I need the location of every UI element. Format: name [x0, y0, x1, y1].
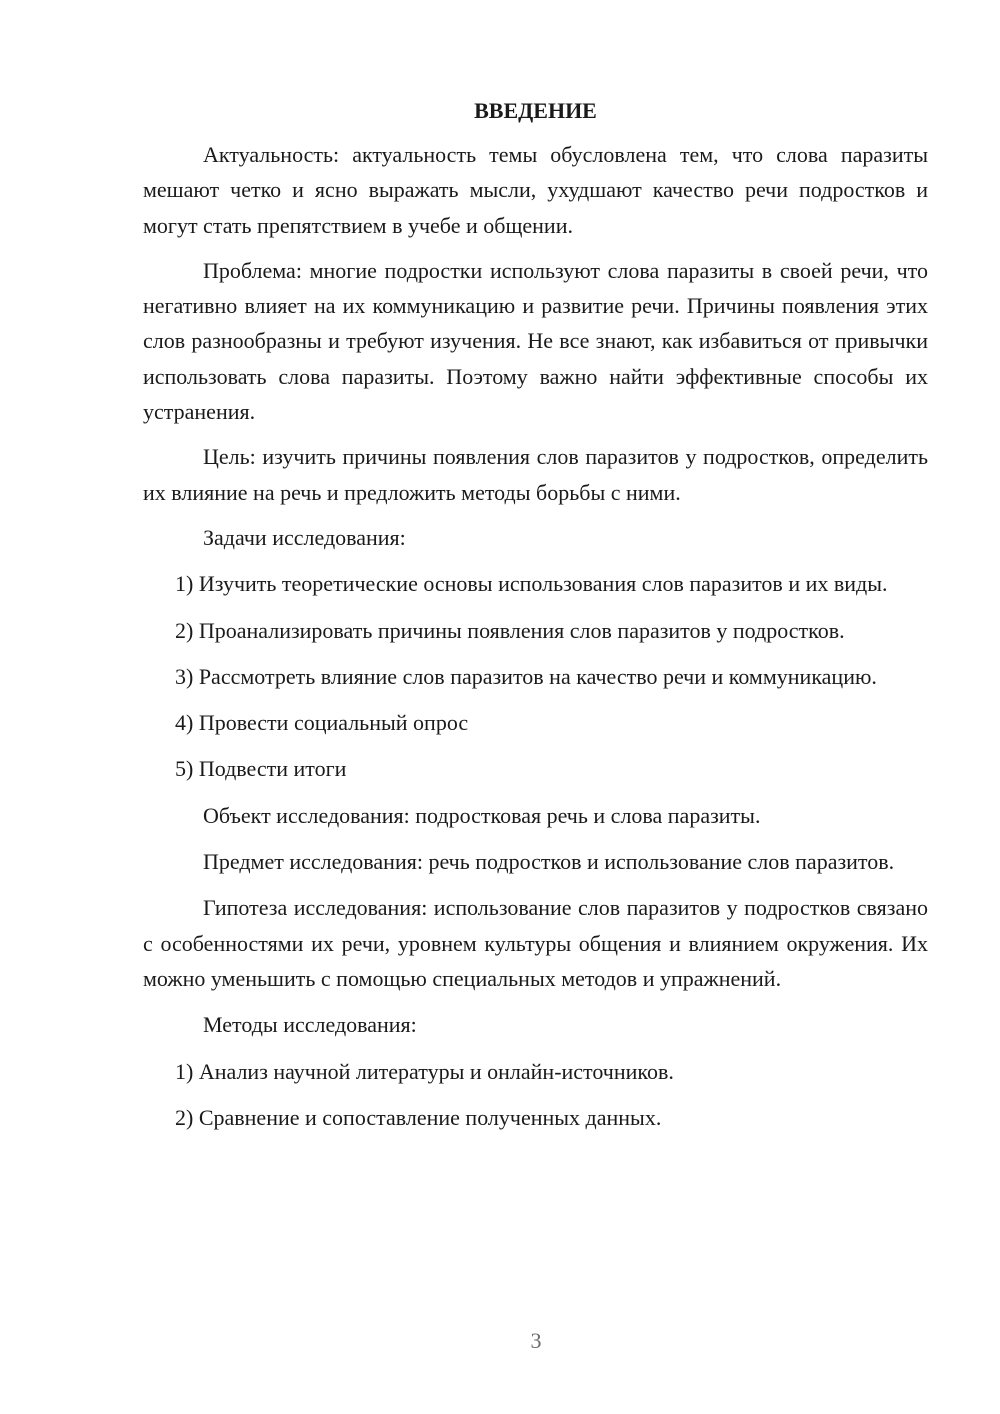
paragraph-hypothesis: Гипотеза исследования: использование слов паразитов у подростков связано с особенностями их речи, уровнем культуры общения и влиянием окружения. Их можно уменьшить с помощью специальных методов и упражнений. — [143, 895, 928, 991]
paragraph-object: Объект исследования: подростковая речь и слова паразиты. — [203, 802, 761, 828]
paragraph-methods-heading: Методы исследования: — [203, 1012, 417, 1038]
section-title: ВВЕДЕНИЕ — [474, 98, 597, 123]
list-item: 5) Подвести итоги — [175, 756, 347, 782]
list-item: 4) Провести социальный опрос — [175, 710, 469, 736]
list-item: 2) Проанализировать причины появления слов паразитов у подростков. — [175, 617, 845, 643]
list-item: 1) Изучить теоретические основы использования слов паразитов и их виды. — [175, 571, 888, 597]
page-number: 3 — [530, 1328, 542, 1353]
paragraph-goal: Цель: изучить причины появления слов паразитов у подростков, определить их влияние на речь и предложить методы борьбы с ними. — [143, 444, 928, 505]
paragraph-problem: Проблема: многие подростки используют слова паразиты в своей речи, что негативно влияет на их коммуникацию и развитие речи. Причины появления этих слов разнообразны и требуют изучения. Не все знают, как избавиться от привычки использовать слова паразиты. Поэтому важно найти эффективные способы их устранения. — [143, 257, 928, 425]
list-item: 3) Рассмотреть влияние слов паразитов на качество речи и коммуникацию. — [175, 663, 877, 689]
document-page — [143, 94, 928, 1135]
paragraph-relevance: Актуальность: актуальность темы обусловлена тем, что слова паразиты мешают четко и ясно выражать мысли, ухудшают качество речи подростков и могут стать препятствием в учебе и общении. — [143, 142, 928, 238]
list-item: 1) Анализ научной литературы и онлайн-источников. — [175, 1058, 674, 1084]
paragraph-subject: Предмет исследования: речь подростков и использование слов паразитов. — [203, 849, 895, 875]
list-item: 2) Сравнение и сопоставление полученных данных. — [175, 1104, 662, 1130]
paragraph-tasks-heading: Задачи исследования: — [203, 524, 406, 550]
